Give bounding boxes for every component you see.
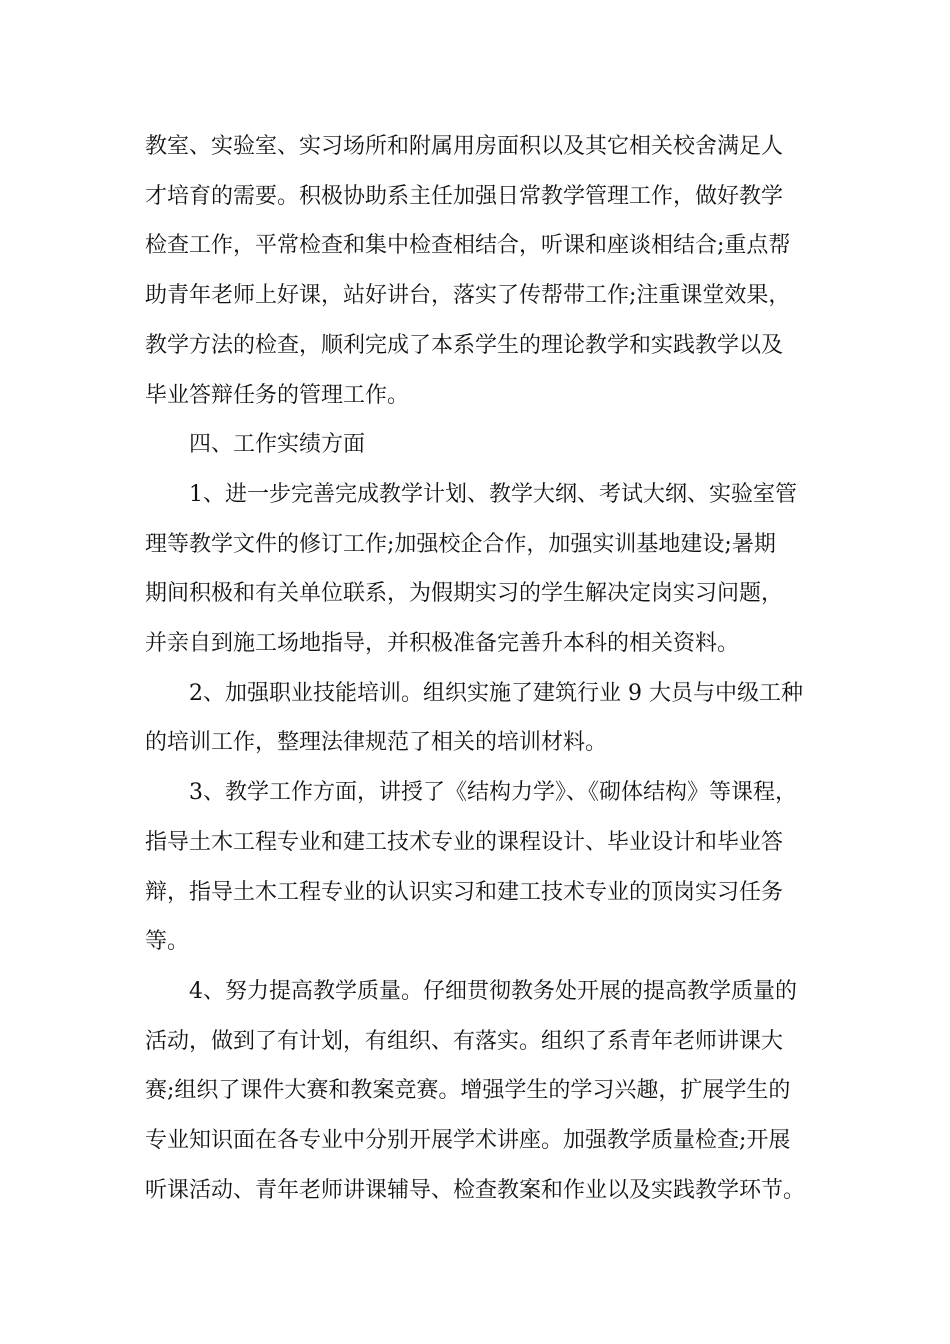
- text-line: 理等教学文件的修订工作;加强校企合作，加强实训基地建设;暑期: [145, 531, 776, 557]
- text-line: 的培训工作，整理法律规范了相关的培训材料。: [145, 730, 608, 756]
- text-line: 毕业答辩任务的管理工作。: [145, 382, 410, 408]
- paragraph-item-2: [145, 669, 815, 768]
- paragraph-item-3: [145, 768, 815, 967]
- text-line: 赛;组织了课件大赛和教案竞赛。增强学生的学习兴趣，扩展学生的: [145, 1078, 791, 1104]
- paragraph-item-1: [145, 470, 815, 669]
- text-line: 教学方法的检查，顺利完成了本系学生的理论教学和实践教学以及: [145, 332, 784, 358]
- section-heading-work-achievements: [145, 420, 815, 470]
- text-line: 四、工作实绩方面: [189, 432, 366, 458]
- text-line: 教室、实验室、实习场所和附属用房面积以及其它相关校舍满足人: [145, 134, 784, 159]
- text-line: 等。: [145, 929, 190, 955]
- text-line: 期间积极和有关单位联系，为假期实习的学生解决定岗实习问题，: [145, 581, 784, 607]
- document-body: [145, 122, 815, 1215]
- text-line: 4、努力提高教学质量。仔细贯彻教务处开展的提高教学质量的: [189, 978, 797, 1004]
- text-line: 听课活动、青年老师讲课辅导、检查教案和作业以及实践教学环节。: [145, 1177, 806, 1203]
- text-line: 活动，做到了有计划，有组织、有落实。组织了系青年老师讲课大: [145, 1028, 784, 1054]
- paragraph-item-4: [145, 967, 815, 1216]
- text-line: 检查工作，平常检查和集中检查相结合，听课和座谈相结合;重点帮: [145, 233, 791, 259]
- text-line: 助青年老师上好课，站好讲台，落实了传帮带工作;注重课堂效果，: [145, 283, 791, 309]
- text-line: 并亲自到施工场地指导，并积极准备完善升本科的相关资料。: [145, 631, 740, 657]
- text-line: 3、教学工作方面，讲授了《结构力学》、《砌体结构》等课程，: [189, 780, 797, 806]
- text-line: 辩，指导土木工程专业的认识实习和建工技术专业的顶岗实习任务: [145, 879, 784, 905]
- text-line: 1、进一步完善完成教学计划、教学大纲、考试大纲、实验室管: [189, 481, 797, 507]
- text-line: 2、加强职业技能培训。组织实施了建筑行业 9 大员与中级工种: [189, 680, 803, 706]
- paragraph-continued: [145, 122, 815, 420]
- text-line: 才培育的需要。积极协助系主任加强日常教学管理工作，做好教学: [145, 183, 784, 209]
- text-line: 指导土木工程专业和建工技术专业的课程设计、毕业设计和毕业答: [145, 829, 784, 855]
- text-line: 专业知识面在各专业中分别开展学术讲座。加强教学质量检查;开展: [145, 1128, 791, 1154]
